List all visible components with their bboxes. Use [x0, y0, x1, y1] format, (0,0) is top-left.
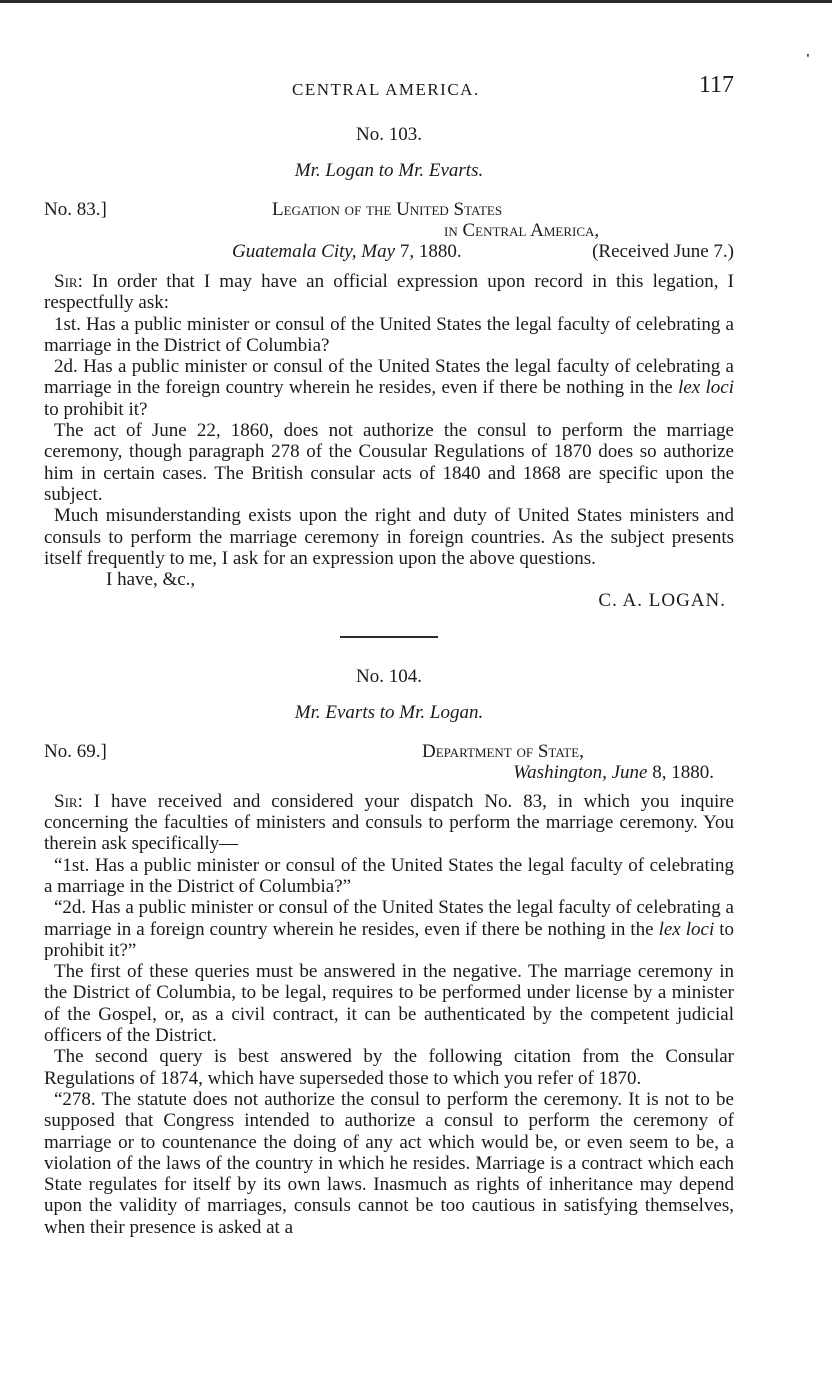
lex-loci: lex loci	[658, 918, 715, 940]
dispatch-reference: No. 83.]	[44, 199, 107, 220]
sender-line-1: Legation of the United States	[272, 199, 503, 220]
paragraph-text: : I have received and considered your dispatch No. 83, in which you inquire concerning the faculties of ministers and consuls to perform the marriage ceremony. You therein ask specifically—	[44, 790, 734, 855]
top-border-rule	[0, 0, 832, 3]
letter-header	[44, 199, 734, 271]
salutation: Sir	[54, 271, 78, 292]
paragraph-tail: to prohibit it?	[44, 398, 148, 420]
document-number: No. 103.	[356, 124, 422, 145]
corner-mark: '	[806, 52, 810, 67]
paragraph: Much misunderstanding exists upon the right and duty of United States ministers and consuls to perform the marriage ceremony in foreign countries. As the subject presents itself frequently to me, I ask for an expression upon the above questions.	[44, 505, 734, 569]
paragraph	[44, 271, 734, 314]
salutation: Sir	[54, 790, 78, 812]
paragraph	[44, 897, 734, 961]
running-title: CENTRAL AMERICA.	[292, 80, 480, 99]
paragraph: “1st. Has a public minister or consul of the United States the legal faculty of celebrating a marriage in the District of Columbia?”	[44, 854, 734, 897]
place-date	[513, 762, 714, 784]
letter-header	[44, 741, 734, 791]
paragraph-text: : In order that I may have an official expression upon record in this legation, I respectfully ask:	[44, 271, 734, 314]
document-number: No. 104.	[356, 665, 422, 687]
date-rest: 8, 1880.	[652, 761, 714, 783]
paragraph: 1st. Has a public minister or consul of the United States the legal faculty of celebrating a marriage in the District of Columbia?	[44, 313, 734, 356]
lex-loci: lex loci	[678, 377, 735, 399]
sender-line-2: in Central America,	[444, 220, 600, 241]
received-date: (Received June 7.)	[592, 241, 734, 262]
document-heading: Mr. Evarts to Mr. Logan.	[294, 701, 484, 723]
place-date-italic: Washington, June	[513, 761, 648, 783]
place-date	[232, 241, 462, 263]
paragraph	[44, 356, 734, 420]
signature: C. A. LOGAN.	[598, 590, 726, 612]
paragraph: “278. The statute does not authorize the consul to perform the ceremony. It is not to be supposed that Congress intended to authorize a consul to perform the ceremony of marriage or to countenance the doing of any act which would be, or even seem to be, a violation of the laws of the country in which he resides. Marriage is a contract which each State regulates for itself by its own laws. Inasmuch as rights of inheritance may depend upon the validity of marriages, consuls cannot be too cautious in satisfying themselves, when their presence is asked at a	[44, 1088, 734, 1238]
paragraph: The act of June 22, 1860, does not authorize the consul to perform the marriage ceremony, though paragraph 278 of the Cousular Regulations of 1870 does so authorize him in certain cases. The British consular acts of 1840 and 1868 are specific upon the subject.	[44, 420, 734, 505]
sender-line-1: Department of State,	[422, 740, 584, 762]
running-head	[44, 72, 734, 112]
place-date-italic: Guatemala City, May	[232, 241, 396, 262]
paragraph	[44, 791, 734, 855]
date-rest: 7, 1880.	[399, 241, 462, 262]
dispatch-reference: No. 69.]	[44, 740, 107, 762]
document-page	[44, 72, 734, 1238]
paragraph: The first of these queries must be answered in the negative. The marriage ceremony in the District of Columbia, to be legal, requires to be performed under license by a minister of the Gospel, or, as a civil contract, it can be authenticated by the competent judicial officers of the District.	[44, 961, 734, 1047]
paragraph-text: 2d. Has a public minister or consul of the United States the legal faculty of celebrating a marriage in the foreign country wherein he resides, even if there be nothing in the	[44, 356, 734, 399]
closing: I have, &c.,	[106, 569, 196, 591]
document-heading: Mr. Logan to Mr. Evarts.	[294, 160, 484, 181]
paragraph: The second query is best answered by the following citation from the Consular Regulations of 1874, which have superseded those to which you refer of 1870.	[44, 1046, 734, 1089]
section-divider	[340, 636, 438, 638]
page-number: 117	[698, 72, 734, 98]
paragraph-tail: to prohibit it?”	[44, 918, 735, 961]
paragraph-text: “2d. Has a public minister or consul of the United States the legal faculty of celebrating a marriage in a foreign country wherein he resides, even if there be nothing in the	[44, 897, 734, 940]
